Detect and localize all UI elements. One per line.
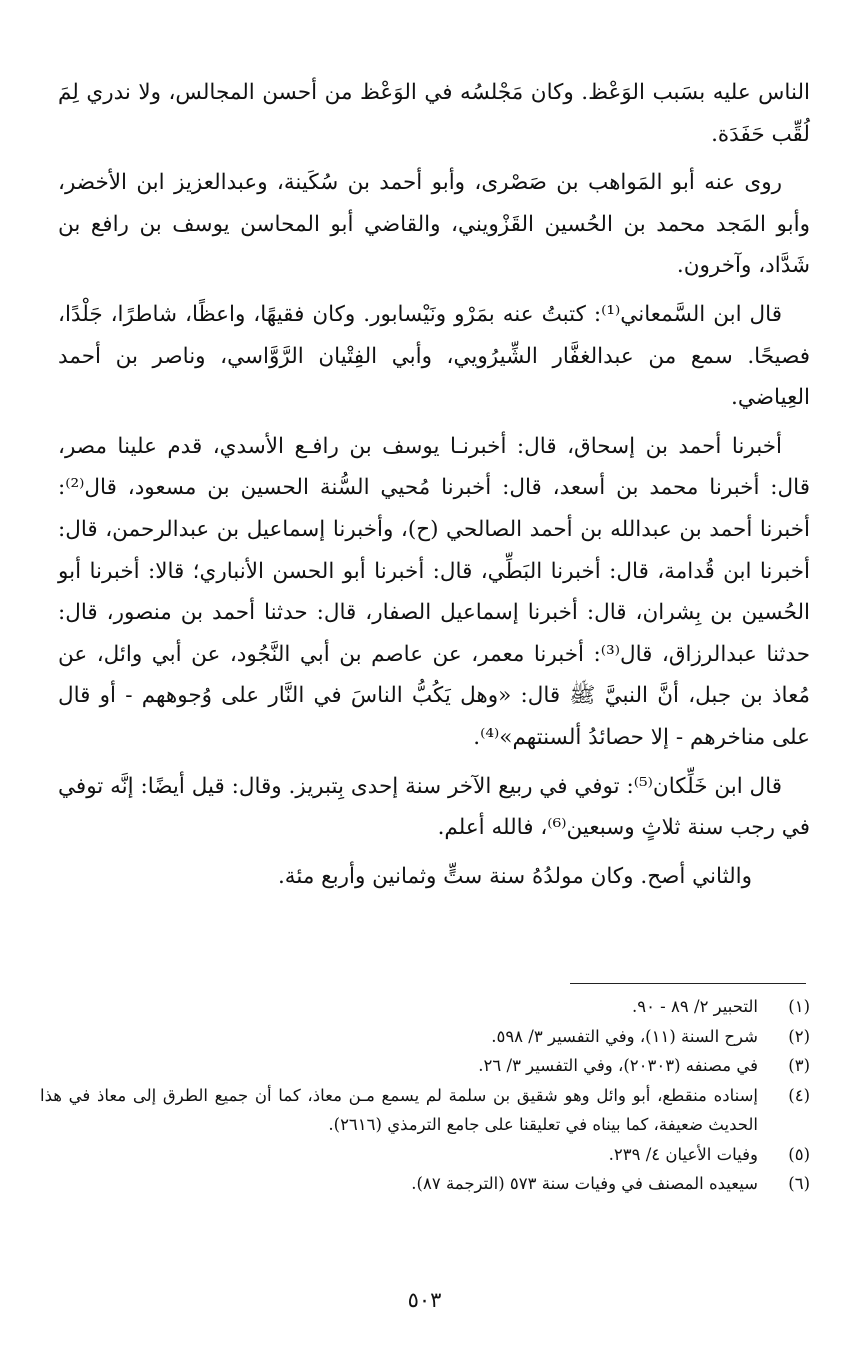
footnote-3 [40,1051,810,1081]
main-text [58,72,810,904]
footnote-4 [40,1081,810,1140]
footnote-text: شرح السنة (١١)، وفي التفسير ٣/ ٥٩٨. [491,1026,758,1046]
page-number: ٥٠٣ [407,1288,442,1312]
footnote-number: (١) [788,997,810,1016]
paragraph-2: روى عنه أبو المَواهب بن صَصْرى، وأبو أحمد بن سُكَينة، وعبدالعزيز ابن الأخضر، وأبو المَجد محمد بن الحُسين القَزْويني، والقاضي أبو المحاسن يوسف بن رافع بن شَدَّاد، وآخرون. [58,170,810,279]
paragraph-4: أخبرنا أحمد بن إسحاق، قال: أخبرنـا يوسف بن رافـع الأسدي، قدم علينا مصر، قال: أخبرنا محمد بن أسعد، قال: أخبرنا مُحيي السُّنة الحسين بن مسعود، قال⁽²⁾: أخبرنا أحمد بن عبدالله بن أحمد الصالحي (ح)، وأخبرنا إسماعيل بن عبدالرحمن، قال: أخبرنا ابن قُدامة، قال: أخبرنا البَطِّي، قال: أخبرنا أبو الحسن الأنباري؛ قالا: أخبرنا أبو الحُسين بن بِشران، قال: أخبرنا إسماعيل الصفار، قال: حدثنا أحمد بن منصور، قال: حدثنا عبدالرزاق، قال⁽³⁾: أخبرنا معمر، عن عاصم بن أبي النَّجُود، عن أبي وائل، عن مُعاذ بن جبل، أنَّ النبيَّ ﷺ قال: «وهل يَكُبُّ الناسَ في النَّار على وُجوههم - أو قال على مناخرهم - إلا حصائدُ ألسنتهم»⁽⁴⁾. [58,433,810,750]
footnote-text: إسناده منقطع، أبو وائل وهو شقيق بن سلمة لم يسمع مـن معاذ، كما أن جميع الطرق إلى معاذ في هذا الحديث ضعيفة، كما بيناه في تعليقنا على جامع الترمذي (٢٦١٦). [40,1085,758,1134]
footnote-number: (٤) [788,1085,810,1105]
footnote-number: (٢) [788,1026,810,1046]
footnotes [40,992,810,1199]
paragraph-1: الناس عليه بسَبب الوَعْظ. وكان مَجْلسُه في الوَعْظ من أحسن المجالس، ولا ندري لِمَ لُقِّب حَفَدَة. [58,80,810,147]
footnote-text: سيعيده المصنف في وفيات سنة ٥٧٣ (الترجمة ٨٧). [411,1174,758,1193]
footnote-text: وفيات الأعيان ٤/ ٢٣٩. [608,1144,758,1164]
paragraph-3: قال ابن السَّمعاني⁽¹⁾: كتبتُ عنه بمَرْو ونَيْسابور. وكان فقيهًا، واعظًا، شاطرًا، جَلْدًا، فصيحًا. سمع من عبدالغفَّار الشِّيرُويي، وأبي الفِتْيان الرَّوَّاسي، وناصر بن أحمد العِياضي. [58,301,810,411]
footnote-text: التحبير ٢/ ٨٩ - ٩٠. [631,997,758,1016]
footnote-separator [570,983,806,984]
paragraph-6: والثاني أصح. وكان مولدُهُ سنة ستٍّ وثمانين وأربع مئة. [277,863,752,889]
footnote-number: (٦) [788,1174,810,1193]
footnote-number: (٥) [788,1144,810,1164]
paragraph-5: قال ابن خَلِّكان⁽⁵⁾: توفي في ربيع الآخر سنة إحدى بِتبريز. وقال: قيل أيضًا: إنَّه توفي في رجب سنة ثلاثٍ وسبعين⁽⁶⁾، فالله أعلم. [58,773,810,841]
footnote-text: في مصنفه (٢٠٣٠٣)، وفي التفسير ٣/ ٢٦. [478,1056,758,1075]
footnote-1 [40,992,810,1022]
footnote-6 [40,1169,810,1199]
footnote-2 [40,1022,810,1052]
footnote-number: (٣) [788,1056,810,1075]
footnote-5 [40,1140,810,1170]
